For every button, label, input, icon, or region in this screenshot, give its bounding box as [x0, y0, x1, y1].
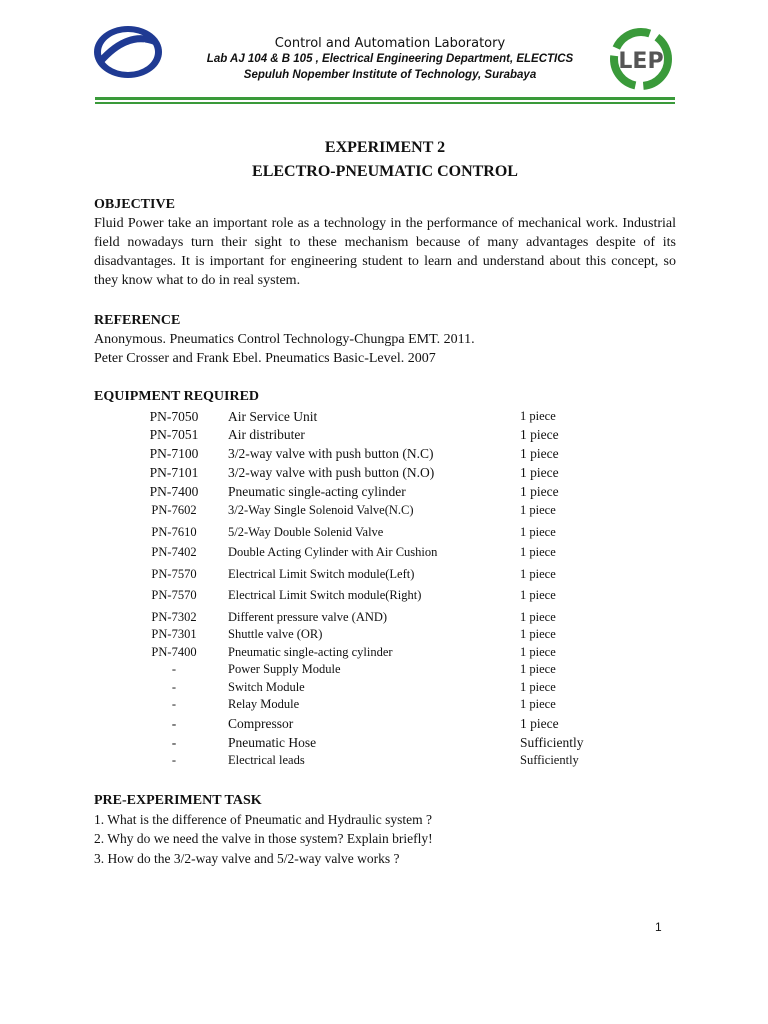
equipment-quantity: 1 piece [520, 680, 556, 694]
equipment-quantity: 1 piece [520, 465, 559, 480]
equipment-description: Switch Module [228, 680, 305, 694]
page-number: 1 [655, 920, 662, 934]
equipment-row [94, 407, 676, 425]
equipment-description: Relay Module [228, 697, 300, 711]
equipment-description: Electrical Limit Switch module(Left) [228, 567, 415, 581]
equipment-description: Double Acting Cylinder with Air Cushion [228, 545, 438, 559]
equipment-description: 3/2-way valve with push button (N.C) [228, 446, 434, 461]
equipment-description: Power Supply Module [228, 662, 341, 676]
equipment-row [94, 523, 676, 541]
equipment-quantity: 1 piece [520, 446, 559, 461]
equipment-row [94, 543, 676, 561]
equipment-quantity: 1 piece [520, 588, 556, 602]
equipment-row [94, 695, 676, 713]
equipment-quantity: 1 piece [520, 545, 556, 559]
equipment-code: PN-7402 [151, 545, 197, 559]
equipment-code: PN-7100 [149, 446, 199, 461]
page-header [0, 0, 768, 110]
equipment-quantity: 1 piece [520, 427, 559, 442]
equipment-quantity: 1 piece [520, 697, 556, 711]
equipment-quantity: 1 piece [520, 409, 556, 423]
equipment-code: PN-7302 [151, 610, 197, 624]
equipment-quantity: Sufficiently [520, 753, 579, 767]
reference-item: Peter Crosser and Frank Ebel. Pneumatics Basic-Level. 2007 [94, 351, 436, 366]
equipment-row [94, 463, 676, 481]
equipment-description: Shuttle valve (OR) [228, 627, 323, 641]
lep-logo-text: LEP [618, 49, 664, 74]
equipment-row [94, 586, 676, 604]
header-rule-thick [95, 97, 675, 100]
experiment-title: EXPERIMENT 2 [324, 139, 446, 156]
equipment-row [94, 608, 676, 626]
institute-name: Sepuluh Nopember Institute of Technology, Surabaya [243, 69, 537, 81]
equipment-row [94, 501, 676, 519]
equipment-code: PN-7570 [151, 567, 197, 581]
pre-task-item: 2. Why do we need the valve in those system? Explain briefly! [94, 831, 433, 846]
equipment-row [94, 482, 676, 500]
equipment-description: 5/2-Way Double Solenid Valve [228, 525, 384, 539]
lab-name: Control and Automation Laboratory [274, 36, 506, 51]
equipment-quantity: 1 piece [520, 662, 556, 676]
equipment-row [94, 678, 676, 696]
equipment-row [94, 425, 676, 443]
pre-task-heading: PRE-EXPERIMENT TASK [94, 793, 262, 808]
elektro-its-logo-text: elektro - its [109, 40, 148, 66]
equipment-code: PN-7101 [149, 465, 199, 480]
equipment-description: Electrical leads [228, 753, 305, 767]
equipment-code: PN-7602 [151, 503, 197, 517]
reference-item: Anonymous. Pneumatics Control Technology-Chungpa EMT. 2011. [94, 332, 475, 347]
equipment-row [94, 625, 676, 643]
pre-task-item: 3. How do the 3/2-way valve and 5/2-way valve works ? [94, 851, 400, 866]
objective-text: Fluid Power take an important role as a technology in the performance of mechanical work. Industrial field nowadays turn their sight to these mechanism because of many advantages despite of its disadvantages. It is important for engineering student to learn and understand about this concept, so they know what to do in real system. [94, 216, 676, 288]
equipment-code: - [171, 753, 177, 767]
lep-logo [606, 28, 676, 90]
equipment-description: Pneumatic Hose [228, 735, 317, 750]
equipment-quantity: 1 piece [520, 716, 559, 731]
equipment-quantity: Sufficiently [520, 735, 584, 750]
equipment-description: 3/2-Way Single Solenoid Valve(N.C) [228, 503, 414, 517]
equipment-row [94, 751, 676, 769]
equipment-code: PN-7610 [151, 525, 197, 539]
equipment-code: - [171, 662, 177, 676]
pre-task-item: 1. What is the difference of Pneumatic and Hydraulic system ? [94, 812, 433, 827]
equipment-description: Air distributer [228, 427, 305, 442]
equipment-description: Different pressure valve (AND) [228, 610, 388, 624]
equipment-quantity: 1 piece [520, 484, 559, 499]
equipment-code: PN-7570 [151, 588, 197, 602]
equipment-code: - [171, 697, 177, 711]
equipment-description: Pneumatic single-acting cylinder [228, 645, 393, 659]
equipment-code: PN-7400 [149, 484, 199, 499]
equipment-description: 3/2-way valve with push button (N.O) [228, 465, 435, 480]
equipment-quantity: 1 piece [520, 627, 556, 641]
equipment-row [94, 444, 676, 462]
equipment-row [94, 714, 676, 732]
equipment-quantity: 1 piece [520, 645, 556, 659]
header-rule-thin [95, 102, 675, 104]
lab-location: Lab AJ 104 & B 105 , Electrical Engineering Department, ELECTICS [206, 53, 574, 65]
equipment-description: Air Service Unit [228, 409, 318, 424]
equipment-row [94, 733, 676, 751]
equipment-code: PN-7050 [149, 409, 199, 424]
equipment-row [94, 660, 676, 678]
equipment-code: PN-7400 [151, 645, 197, 659]
equipment-description: Pneumatic single-acting cylinder [228, 484, 406, 499]
experiment-subtitle: ELECTRO-PNEUMATIC CONTROL [252, 163, 518, 180]
equipment-quantity: 1 piece [520, 503, 556, 517]
equipment-code: PN-7051 [149, 427, 199, 442]
equipment-quantity: 1 piece [520, 567, 556, 581]
equipment-code: - [171, 716, 177, 731]
equipment-description: Compressor [228, 716, 294, 731]
equipment-code: PN-7301 [151, 627, 197, 641]
equipment-description: Electrical Limit Switch module(Right) [228, 588, 422, 602]
equipment-code: - [171, 680, 177, 694]
reference-heading: REFERENCE [94, 313, 181, 328]
equipment-row [94, 643, 676, 661]
equipment-quantity: 1 piece [520, 610, 556, 624]
equipment-heading: EQUIPMENT REQUIRED [94, 389, 260, 404]
elektro-its-logo [92, 24, 164, 80]
equipment-row [94, 565, 676, 583]
equipment-quantity: 1 piece [520, 525, 556, 539]
equipment-code: - [171, 735, 177, 750]
objective-heading: OBJECTIVE [94, 197, 175, 212]
